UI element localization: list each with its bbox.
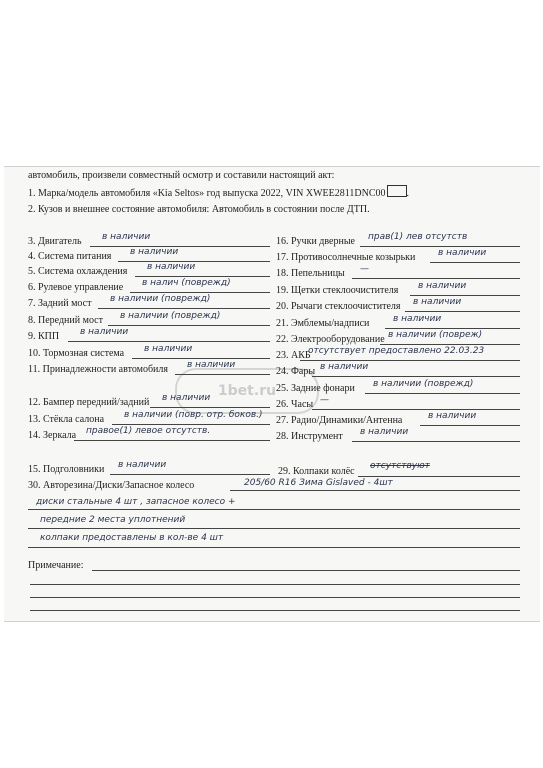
checklist-handwritten-value: в наличии (поврежд) xyxy=(110,294,211,304)
checklist-handwritten-value: в наличии xyxy=(320,362,369,372)
checklist-label: 17. Противосолнечные козырьки xyxy=(276,252,416,263)
checklist-handwritten-value: в наличии xyxy=(147,262,196,272)
checklist-label: 20. Рычаги стеклоочистителя xyxy=(276,301,401,312)
row-30-underline-2 xyxy=(28,509,520,510)
checklist-underline xyxy=(385,328,520,329)
checklist-underline xyxy=(410,295,520,296)
vin-redacted-box xyxy=(387,185,407,197)
checklist-underline xyxy=(352,278,520,279)
checklist-label: 27. Радио/Динамики/Антенна xyxy=(276,415,403,426)
item-1-text: 1. Марка/модель автомобиля «Kia Seltos» год выпуска 2022, VIN XWEE2811DNC00 xyxy=(28,188,386,199)
act-intro: автомобиль, произвели совместный осмотр и составили настоящий акт: xyxy=(28,170,335,181)
checklist-label: 13. Стёкла салона xyxy=(28,414,105,425)
row-30-line-2: диски стальные 4 шт , запасное колесо + xyxy=(36,497,236,507)
checklist-underline xyxy=(175,374,270,375)
checklist-label: 12. Бампер передний/задний xyxy=(28,397,150,408)
checklist-handwritten-value: в наличии xyxy=(130,247,179,257)
checklist-handwritten-value: в наличии xyxy=(102,232,151,242)
item-2-body-condition: 2. Кузов и внешнее состояние автомобиля: Автомобиль в состоянии после ДТП. xyxy=(28,204,370,215)
checklist-label: 8. Передний мост xyxy=(28,315,103,326)
checklist-underline xyxy=(74,440,270,441)
item-1-vehicle-model xyxy=(28,185,409,200)
checklist-handwritten-value: — xyxy=(320,395,329,405)
checklist-handwritten-value: в наличии xyxy=(162,393,211,403)
row-29-underline xyxy=(358,476,520,477)
checklist-label: 18. Пепельницы xyxy=(276,268,345,279)
checklist-handwritten-value: в наличии xyxy=(428,411,477,421)
checklist-underline xyxy=(312,376,520,377)
checklist-underline xyxy=(68,341,270,342)
checklist-underline xyxy=(98,308,270,309)
checklist-handwritten-value: в наличии xyxy=(360,427,409,437)
notes-line-2 xyxy=(30,584,520,585)
row-15-label: 15. Подголовники xyxy=(28,464,105,475)
checklist-underline xyxy=(132,358,270,359)
row-30-line-4: колпаки предоставлены в кол-ве 4 шт xyxy=(40,533,224,543)
checklist-label: 14. Зеркала xyxy=(28,430,77,441)
checklist-underline xyxy=(130,292,270,293)
checklist-handwritten-value: — xyxy=(360,264,369,274)
row-30-underline-1 xyxy=(230,490,520,491)
checklist-label: 3. Двигатель xyxy=(28,236,82,247)
checklist-label: 10. Тормозная система xyxy=(28,348,125,359)
checklist-underline xyxy=(380,344,520,345)
row-30-line-1: 205/60 R16 Зима Gislaved - 4шт xyxy=(244,478,393,488)
checklist-label: 25. Задние фонари xyxy=(276,383,355,394)
checklist-underline xyxy=(365,393,520,394)
checklist-handwritten-value: в наличии (повр. отр. боков.) xyxy=(124,410,263,420)
checklist-label: 16. Ручки дверные xyxy=(276,236,355,247)
checklist-label: 28. Инструмент xyxy=(276,431,343,442)
item-1-end: . xyxy=(406,188,409,199)
row-30-line-3: передние 2 места уплотнений xyxy=(40,515,186,525)
row-30-underline-4 xyxy=(28,547,520,548)
checklist-label: 5. Система охлаждения xyxy=(28,266,128,277)
checklist-handwritten-value: отсутствует предоставлено 22.03.23 xyxy=(308,346,485,356)
checklist-label: 23. АКБ xyxy=(276,350,311,361)
checklist-label: 24. Фары xyxy=(276,366,316,377)
checklist-label: 26. Часы xyxy=(276,399,314,410)
checklist-handwritten-value: правое(1) левое отсутств. xyxy=(86,426,211,436)
checklist-label: 22. Электрооборудование xyxy=(276,334,385,345)
row-30-underline-3 xyxy=(28,528,520,529)
checklist-label: 9. КПП xyxy=(28,331,60,342)
row-29-value: отсутствуют xyxy=(370,461,430,471)
checklist-underline xyxy=(108,325,270,326)
checklist-underline xyxy=(90,246,270,247)
row-29-label: 29. Колпаки колёс xyxy=(278,466,355,477)
checklist-label: 21. Эмблемы/надписи xyxy=(276,318,370,329)
notes-line-3 xyxy=(30,597,520,598)
checklist-underline xyxy=(420,425,520,426)
checklist-handwritten-value: в налич (поврежд) xyxy=(142,278,231,288)
checklist-label: 7. Задний мост xyxy=(28,298,92,309)
checklist-underline xyxy=(312,409,520,410)
checklist-handwritten-value: в наличии xyxy=(438,248,487,258)
checklist-handwritten-value: в наличии xyxy=(393,314,442,324)
checklist-handwritten-value: в наличии xyxy=(413,297,462,307)
checklist-underline xyxy=(430,262,520,263)
notes-label: Примечание: xyxy=(28,560,84,571)
checklist-underline xyxy=(150,407,270,408)
checklist-underline xyxy=(405,311,520,312)
notes-line-4 xyxy=(30,610,520,611)
checklist-underline xyxy=(360,246,520,247)
row-15-value: в наличии xyxy=(118,460,167,470)
row-30-label: 30. Авторезина/Диски/Запасное колесо xyxy=(28,480,195,491)
checklist-handwritten-value: в наличии xyxy=(418,281,467,291)
checklist-handwritten-value: в наличии xyxy=(144,344,193,354)
checklist-underline xyxy=(135,276,270,277)
watermark-logo: 1bet.ru xyxy=(175,368,319,414)
checklist-label: 6. Рулевое управление xyxy=(28,282,124,293)
checklist-handwritten-value: в наличии xyxy=(187,360,236,370)
checklist-label: 11. Принадлежности автомобиля xyxy=(28,364,168,375)
checklist-handwritten-value: в наличии (поврежд) xyxy=(373,379,474,389)
notes-line-1 xyxy=(92,570,520,571)
checklist-handwritten-value: в наличии (поврежд) xyxy=(120,311,221,321)
checklist-handwritten-value: в наличии (повреж) xyxy=(388,330,483,340)
checklist-underline xyxy=(300,360,520,361)
checklist-handwritten-value: в наличии xyxy=(80,327,129,337)
checklist-underline xyxy=(112,424,270,425)
checklist-label: 4. Система питания xyxy=(28,251,112,262)
checklist-label: 19. Щетки стеклоочистителя xyxy=(276,285,399,296)
checklist-handwritten-value: прав(1) лев отсутств xyxy=(368,232,468,242)
checklist-underline xyxy=(352,441,520,442)
row-15-underline xyxy=(110,474,270,475)
